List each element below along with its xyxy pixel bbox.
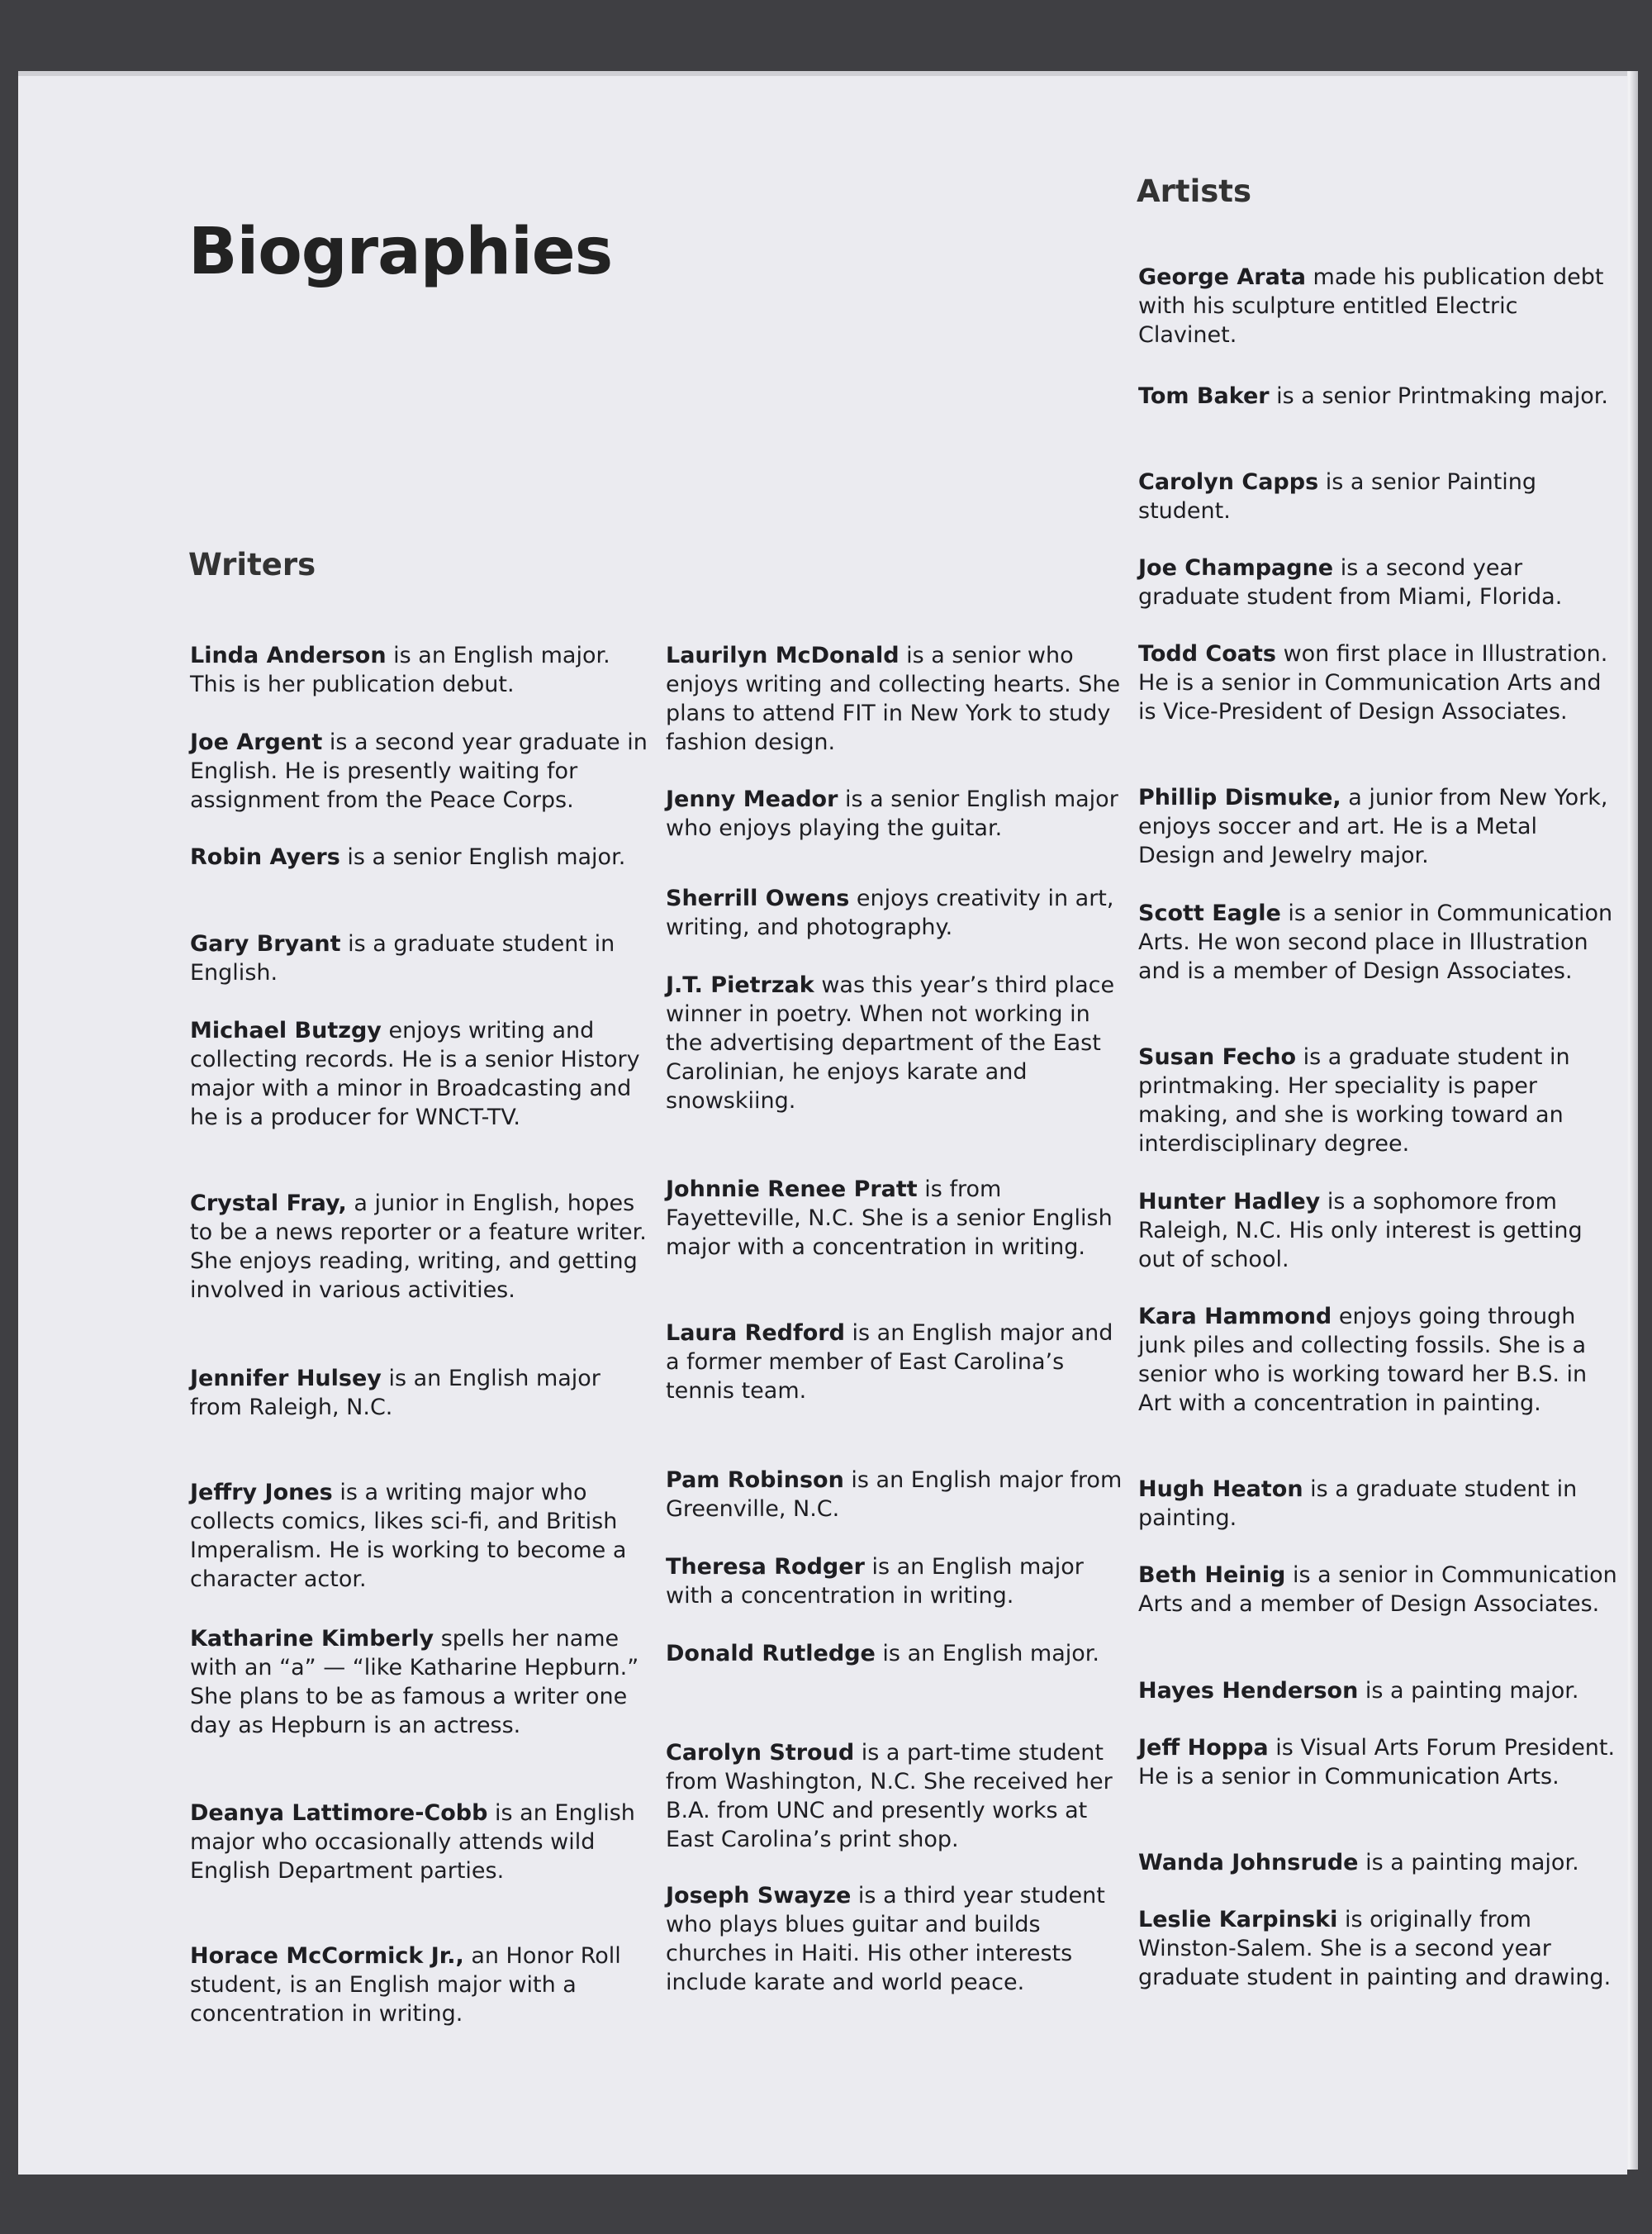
bio-name: Leslie Karpinski: [1138, 1907, 1338, 1932]
bio-name: Jennifer Hulsey: [190, 1366, 382, 1391]
bio-text: a junior from New York, enjoys soccer and art. He is a Metal Design and Jewelry major.: [1138, 785, 1608, 868]
bio-text: is a senior who enjoys writing and collecting hearts. She plans to attend FIT in New York to study fashion design.: [666, 643, 1121, 755]
bio-entry: [1138, 1848, 1617, 1877]
bio-entry: [190, 1942, 653, 2028]
bio-name: Robin Ayers: [190, 844, 340, 870]
bio-name: Carolyn Stroud: [666, 1740, 855, 1766]
bio-name: Joe Champagne: [1138, 555, 1334, 581]
bio-entry: [1138, 639, 1617, 726]
bio-text: is a senior in Communication Arts and a member of Design Associates.: [1138, 1562, 1617, 1617]
writers-heading: Writers: [188, 547, 316, 582]
bio-name: Carolyn Capps: [1138, 469, 1319, 495]
bio-entry: [1138, 468, 1617, 525]
bio-name: Todd Coats: [1138, 641, 1276, 667]
bio-name: Hayes Henderson: [1138, 1678, 1359, 1704]
bio-entry: [666, 971, 1128, 1115]
bio-text: is an English major.: [875, 1641, 1099, 1666]
bio-text: is an English major from Greenville, N.C.: [666, 1467, 1123, 1522]
bio-text: is a part-time student from Washington, N.C. She received her B.A. from UNC and presently works at East Carolina’s print shop.: [666, 1740, 1113, 1852]
bio-entry: [666, 1881, 1128, 1997]
bio-text: won first place in Illustration. He is a senior in Communication Arts and is Vice-President of Design Associates.: [1138, 641, 1608, 725]
bio-text: is a graduate student in printmaking. Her speciality is paper making, and she is working toward an interdisciplinary degree.: [1138, 1044, 1570, 1157]
bio-name: Hugh Heaton: [1138, 1476, 1303, 1502]
document-page: [18, 71, 1627, 2175]
bio-entry: [1138, 899, 1617, 986]
bio-name: Crystal Fray,: [190, 1191, 347, 1216]
bio-name: Sherrill Owens: [666, 886, 850, 911]
bio-text: is an English major and a former member of East Carolina’s tennis team.: [666, 1320, 1113, 1404]
bio-text: is Visual Arts Forum President. He is a senior in Communication Arts.: [1138, 1735, 1616, 1790]
bio-text: was this year’s third place winner in poetry. When not working in the advertising department of the East Carolinian, he enjoys karate and snowskiing.: [666, 972, 1115, 1114]
bio-name: Theresa Rodger: [666, 1554, 865, 1580]
bio-name: Michael Butzgy: [190, 1018, 382, 1043]
bio-name: Beth Heinig: [1138, 1562, 1286, 1588]
bio-entry: [1138, 1905, 1617, 1992]
bio-text: is a third year student who plays blues guitar and builds churches in Haiti. His other interests include karate and world peace.: [666, 1883, 1105, 1995]
bio-entry: [666, 641, 1128, 757]
bio-entry: [1138, 382, 1617, 411]
bio-entry: [666, 1466, 1128, 1523]
bio-entry: [190, 1189, 653, 1305]
bio-text: is a sophomore from Raleigh, N.C. His only interest is getting out of school.: [1138, 1189, 1583, 1272]
bio-entry: [1138, 783, 1617, 870]
bio-text: is a senior English major who enjoys playing the guitar.: [666, 787, 1118, 841]
page-title: Biographies: [188, 215, 613, 289]
bio-name: Kara Hammond: [1138, 1304, 1332, 1329]
bio-text: enjoys going through junk piles and collecting fossils. She is a senior who is working toward her B.S. in Art with a concentration in painting.: [1138, 1304, 1588, 1416]
bio-name: Laurilyn McDonald: [666, 643, 900, 668]
bio-entry: [666, 1319, 1128, 1405]
bio-text: is a painting major.: [1358, 1678, 1579, 1704]
bio-text: enjoys creativity in art, writing, and photography.: [666, 886, 1114, 940]
bio-entry: [1138, 1676, 1617, 1705]
bio-text: is a senior English major.: [339, 844, 626, 870]
bio-name: George Arata: [1138, 264, 1306, 290]
bio-text: is a graduate student in English.: [190, 931, 615, 986]
bio-text: made his publication debt with his sculpture entitled Electric Clavinet.: [1138, 264, 1604, 348]
bio-name: Katharine Kimberly: [190, 1626, 434, 1652]
bio-name: Joseph Swayze: [666, 1883, 852, 1908]
bio-entry: [1138, 1561, 1617, 1618]
bio-name: Joe Argent: [190, 730, 323, 755]
bio-text: is a painting major.: [1358, 1850, 1579, 1875]
bio-text: is a senior Printmaking major.: [1269, 383, 1608, 409]
bio-entry: [666, 1738, 1128, 1854]
bio-entry: [1138, 1302, 1617, 1418]
bio-text: is an English major with a concentration in writing.: [666, 1554, 1084, 1609]
bio-entry: [190, 1016, 653, 1132]
bio-name: J.T. Pietrzak: [666, 972, 814, 998]
bio-name: Susan Fecho: [1138, 1044, 1297, 1070]
bio-name: Pam Robinson: [666, 1467, 844, 1493]
bio-entry: [1138, 1475, 1617, 1533]
bio-name: Hunter Hadley: [1138, 1189, 1321, 1214]
bio-text: enjoys writing and collecting records. He is a senior History major with a minor in Broadcasting and he is a producer for WNCT-TV.: [190, 1018, 640, 1130]
bio-entry: [1138, 1187, 1617, 1274]
bio-name: Wanda Johnsrude: [1138, 1850, 1359, 1875]
bio-entry: [1138, 1043, 1617, 1158]
bio-entry: [666, 1639, 1128, 1668]
bio-text: spells her name with an “a” — “like Katharine Hepburn.” She plans to be as famous a writer one day as Hepburn is an actress.: [190, 1626, 639, 1738]
bio-entry: [190, 843, 653, 872]
bio-entry: [1138, 1733, 1617, 1791]
bio-entry: [666, 785, 1128, 843]
bio-name: Laura Redford: [666, 1320, 845, 1346]
bio-text: is an English major from Raleigh, N.C.: [190, 1366, 601, 1420]
bio-name: Horace McCormick Jr.,: [190, 1943, 464, 1969]
bio-name: Phillip Dismuke,: [1138, 785, 1341, 810]
bio-text: is an English major who occasionally attends wild English Department parties.: [190, 1800, 635, 1884]
bio-text: is originally from Winston-Salem. She is a second year graduate student in painting and drawing.: [1138, 1907, 1612, 1990]
bio-entry: [666, 1552, 1128, 1610]
bio-name: Jenny Meador: [666, 787, 838, 812]
bio-text: is a graduate student in painting.: [1138, 1476, 1578, 1531]
bio-entry: [666, 1175, 1128, 1262]
bio-name: Jeffry Jones: [190, 1480, 333, 1505]
bio-text: a junior in English, hopes to be a news reporter or a feature writer. She enjoys reading, writing, and getting involved in various activities.: [190, 1191, 647, 1303]
bio-text: is a senior Painting student.: [1138, 469, 1537, 524]
bio-text: an Honor Roll student, is an English major with a concentration in writing.: [190, 1943, 621, 2027]
bio-entry: [1138, 263, 1617, 349]
bio-text: is a senior in Communication Arts. He won second place in Illustration and is a member of Design Associates.: [1138, 901, 1613, 984]
bio-text: is from Fayetteville, N.C. She is a senior English major with a concentration in writing.: [666, 1176, 1113, 1260]
bio-entry: [190, 728, 653, 815]
bio-name: Scott Eagle: [1138, 901, 1281, 926]
bio-name: Jeff Hoppa: [1138, 1735, 1269, 1761]
bio-name: Gary Bryant: [190, 931, 341, 957]
bio-text: is a second year graduate student from Miami, Florida.: [1138, 555, 1563, 610]
bio-entry: [190, 1478, 653, 1594]
artists-heading: Artists: [1137, 173, 1251, 209]
bio-entry: [190, 1799, 653, 1885]
bio-name: Johnnie Renee Pratt: [666, 1176, 918, 1202]
bio-entry: [190, 641, 653, 699]
bio-text: is an English major. This is her publication debut.: [190, 643, 610, 697]
bio-text: is a writing major who collects comics, likes sci-fi, and British Imperalism. He is working to become a character actor.: [190, 1480, 627, 1592]
bio-entry: [190, 929, 653, 987]
bio-name: Deanya Lattimore-Cobb: [190, 1800, 488, 1826]
bio-text: is a second year graduate in English. He is presently waiting for assignment from the Peace Corps.: [190, 730, 648, 813]
bio-entry: [190, 1364, 653, 1422]
bio-entry: [1138, 554, 1617, 611]
bio-name: Donald Rutledge: [666, 1641, 876, 1666]
bio-name: Tom Baker: [1138, 383, 1270, 409]
bio-name: Linda Anderson: [190, 643, 387, 668]
bio-entry: [190, 1624, 653, 1740]
bio-entry: [666, 884, 1128, 942]
